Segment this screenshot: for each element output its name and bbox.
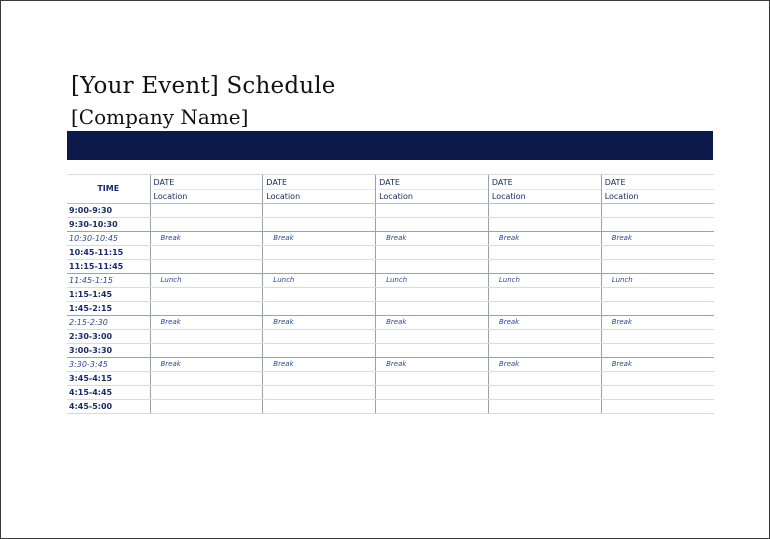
time-slot-cell: 9:30-10:30 xyxy=(67,218,150,232)
schedule-cell[interactable] xyxy=(263,386,376,400)
table-row xyxy=(67,344,714,358)
schedule-cell[interactable] xyxy=(601,372,714,386)
schedule-cell[interactable]: Break xyxy=(376,232,489,246)
schedule-title: [Your Event] Schedule xyxy=(71,73,336,99)
schedule-cell[interactable]: Break xyxy=(263,358,376,372)
time-column-header: TIME xyxy=(67,175,150,204)
schedule-cell[interactable]: Break xyxy=(488,358,601,372)
schedule-cell[interactable]: Lunch xyxy=(488,274,601,288)
schedule-cell[interactable] xyxy=(601,386,714,400)
schedule-cell[interactable] xyxy=(150,400,263,414)
schedule-cell[interactable]: Break xyxy=(150,316,263,330)
location-label[interactable]: Location xyxy=(266,192,301,201)
schedule-cell[interactable] xyxy=(488,218,601,232)
schedule-cell[interactable] xyxy=(488,260,601,274)
day-column-header[interactable] xyxy=(376,175,489,204)
day-column-header[interactable] xyxy=(601,175,714,204)
schedule-cell[interactable] xyxy=(488,386,601,400)
schedule-cell[interactable] xyxy=(376,260,489,274)
schedule-cell[interactable]: Lunch xyxy=(601,274,714,288)
header-banner xyxy=(67,131,713,160)
schedule-cell[interactable]: Break xyxy=(376,358,489,372)
schedule-cell[interactable] xyxy=(376,246,489,260)
schedule-cell[interactable]: Lunch xyxy=(263,274,376,288)
schedule-cell[interactable] xyxy=(150,302,263,316)
schedule-cell[interactable] xyxy=(263,288,376,302)
table-row xyxy=(67,330,714,344)
time-slot-cell: 1:15-1:45 xyxy=(67,288,150,302)
schedule-cell[interactable] xyxy=(601,288,714,302)
schedule-cell[interactable] xyxy=(263,204,376,218)
table-row xyxy=(67,372,714,386)
schedule-cell[interactable] xyxy=(488,246,601,260)
day-column-header[interactable] xyxy=(488,175,601,204)
schedule-cell[interactable]: Break xyxy=(150,358,263,372)
time-slot-cell: 4:45-5:00 xyxy=(67,400,150,414)
table-row xyxy=(67,400,714,414)
table-header-row xyxy=(67,175,714,204)
schedule-cell[interactable] xyxy=(150,288,263,302)
table-row xyxy=(67,386,714,400)
schedule-cell[interactable] xyxy=(488,288,601,302)
time-slot-cell: 2:30-3:00 xyxy=(67,330,150,344)
schedule-cell[interactable] xyxy=(376,288,489,302)
table-row xyxy=(67,260,714,274)
location-label[interactable]: Location xyxy=(491,192,526,201)
schedule-cell[interactable]: Break xyxy=(263,316,376,330)
schedule-cell[interactable]: Break xyxy=(376,316,489,330)
schedule-cell[interactable]: Break xyxy=(263,232,376,246)
schedule-cell[interactable] xyxy=(376,204,489,218)
schedule-cell[interactable] xyxy=(376,344,489,358)
schedule-cell[interactable] xyxy=(263,260,376,274)
schedule-cell[interactable] xyxy=(263,330,376,344)
schedule-cell[interactable] xyxy=(601,204,714,218)
table-row xyxy=(67,274,714,288)
schedule-cell[interactable] xyxy=(488,344,601,358)
schedule-cell[interactable] xyxy=(601,246,714,260)
time-slot-cell: 10:45-11:15 xyxy=(67,246,150,260)
date-label[interactable]: DATE xyxy=(605,175,714,190)
time-slot-cell: 3:30-3:45 xyxy=(67,358,150,372)
table-row xyxy=(67,204,714,218)
schedule-cell[interactable] xyxy=(376,330,489,344)
schedule-cell[interactable] xyxy=(150,386,263,400)
time-slot-cell: 9:00-9:30 xyxy=(67,204,150,218)
time-slot-cell: 3:45-4:15 xyxy=(67,372,150,386)
table-row xyxy=(67,246,714,260)
date-label[interactable]: DATE xyxy=(266,175,375,190)
schedule-cell[interactable] xyxy=(150,330,263,344)
schedule-cell[interactable] xyxy=(263,302,376,316)
time-slot-cell: 1:45-2:15 xyxy=(67,302,150,316)
time-slot-cell: 10:30-10:45 xyxy=(67,232,150,246)
time-slot-cell: 11:15-11:45 xyxy=(67,260,150,274)
table-row xyxy=(67,358,714,372)
schedule-cell[interactable] xyxy=(150,218,263,232)
time-slot-cell: 3:00-3:30 xyxy=(67,344,150,358)
schedule-cell[interactable] xyxy=(376,400,489,414)
schedule-cell[interactable] xyxy=(601,302,714,316)
schedule-cell[interactable] xyxy=(488,400,601,414)
schedule-cell[interactable] xyxy=(150,204,263,218)
schedule-cell[interactable]: Break xyxy=(150,232,263,246)
schedule-cell[interactable] xyxy=(601,344,714,358)
table-row xyxy=(67,218,714,232)
location-label[interactable]: Location xyxy=(379,192,413,201)
schedule-cell[interactable] xyxy=(263,246,376,260)
company-name: [Company Name] xyxy=(71,105,249,129)
table-row xyxy=(67,302,714,316)
date-label[interactable]: DATE xyxy=(154,175,263,190)
table-row xyxy=(67,288,714,302)
schedule-cell[interactable] xyxy=(488,330,601,344)
time-slot-cell: 4:15-4:45 xyxy=(67,386,150,400)
schedule-cell[interactable]: Break xyxy=(488,232,601,246)
schedule-cell[interactable] xyxy=(150,344,263,358)
schedule-cell[interactable] xyxy=(150,372,263,386)
schedule-cell[interactable] xyxy=(601,260,714,274)
schedule-cell[interactable]: Lunch xyxy=(150,274,263,288)
table-row xyxy=(67,232,714,246)
schedule-cell[interactable] xyxy=(263,372,376,386)
schedule-cell[interactable] xyxy=(376,372,489,386)
location-label[interactable]: Location xyxy=(604,192,639,201)
time-slot-cell: 11:45-1:15 xyxy=(67,274,150,288)
schedule-cell[interactable] xyxy=(601,218,714,232)
date-label[interactable]: DATE xyxy=(379,175,488,190)
day-column-header[interactable] xyxy=(263,175,376,204)
day-column-header[interactable] xyxy=(150,175,263,204)
schedule-cell[interactable] xyxy=(263,344,376,358)
table-row xyxy=(67,316,714,330)
schedule-cell[interactable] xyxy=(376,218,489,232)
time-slot-cell: 2:15-2:30 xyxy=(67,316,150,330)
schedule-cell[interactable] xyxy=(488,302,601,316)
schedule-cell[interactable] xyxy=(150,246,263,260)
schedule-body xyxy=(67,204,714,414)
schedule-cell[interactable]: Break xyxy=(601,358,714,372)
schedule-cell[interactable] xyxy=(488,204,601,218)
schedule-cell[interactable] xyxy=(376,302,489,316)
schedule-cell[interactable]: Break xyxy=(601,232,714,246)
schedule-cell[interactable]: Lunch xyxy=(376,274,489,288)
date-label[interactable]: DATE xyxy=(492,175,601,190)
schedule-table xyxy=(67,174,714,414)
schedule-cell[interactable] xyxy=(601,330,714,344)
schedule-cell[interactable] xyxy=(601,400,714,414)
schedule-cell[interactable] xyxy=(150,260,263,274)
location-label[interactable]: Location xyxy=(153,192,188,201)
schedule-cell[interactable] xyxy=(263,218,376,232)
schedule-cell[interactable]: Break xyxy=(488,316,601,330)
schedule-cell[interactable] xyxy=(263,400,376,414)
schedule-cell[interactable]: Break xyxy=(601,316,714,330)
schedule-cell[interactable] xyxy=(376,386,489,400)
schedule-cell[interactable] xyxy=(488,372,601,386)
